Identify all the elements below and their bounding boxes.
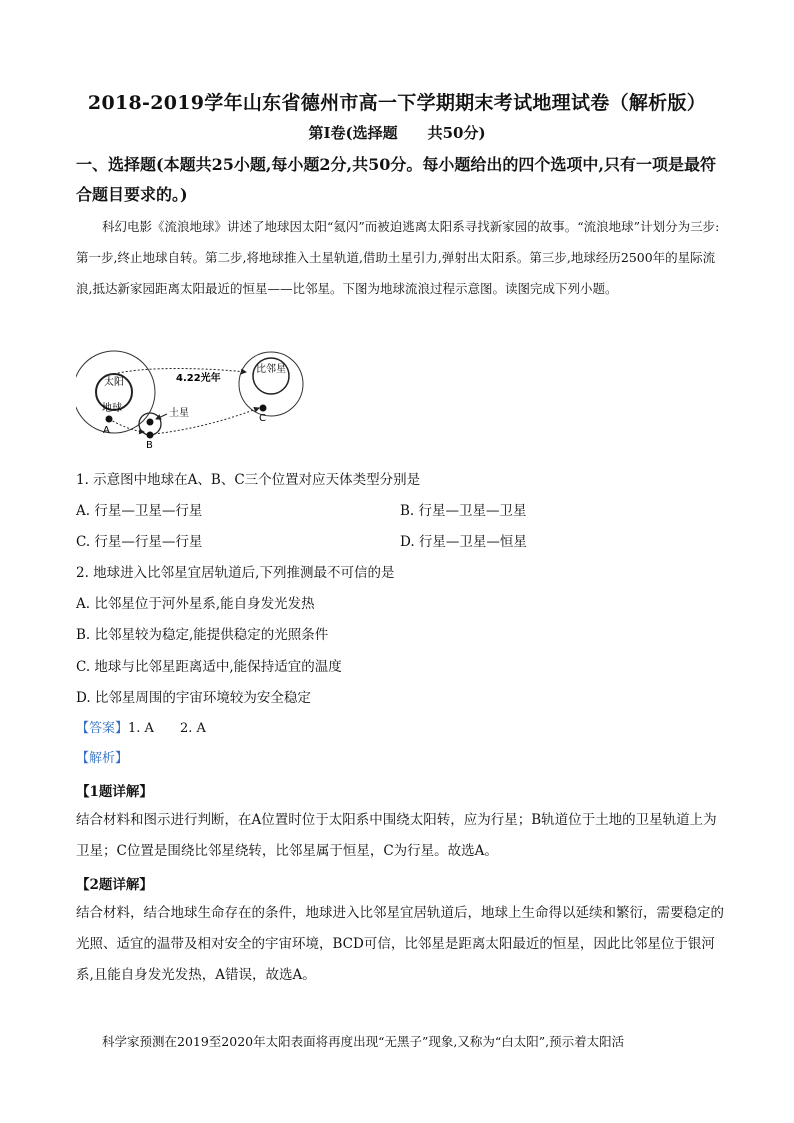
answer-line — [76, 717, 206, 736]
point-c-dot — [260, 405, 267, 412]
q2-option-c: C. 地球与比邻星距离适中,能保持适宜的温度 — [76, 659, 342, 675]
point-b-label: B — [146, 440, 153, 450]
q2-option-b: B. 比邻星较为稳定,能提供稳定的光照条件 — [76, 627, 329, 643]
answer-text: 1. A 2. A — [128, 721, 206, 736]
earth-wandering-diagram — [76, 348, 316, 450]
detail-2-heading: 【2题详解】 — [76, 877, 153, 893]
section-heading: 一、选择题(本题共25小题,每小题2分,共50分。每小题给出的四个选项中,只有一项是最符合题目要求的。) — [76, 155, 716, 204]
detail-1-text: 结合材料和图示进行判断，在A位置时位于太阳系中围绕太阳转，应为行星；B轨道位于土地的卫星轨道上为卫星；C位置是围绕比邻星绕转，比邻星属于恒星，C为行星。故选A。 — [76, 812, 717, 859]
sun-label: 太阳 — [104, 377, 124, 388]
q2-option-a: A. 比邻星位于河外星系,能自身发光发热 — [76, 596, 315, 612]
point-c-label: C — [259, 413, 266, 424]
next-paragraph: 科学家预测在2019至2020年太阳表面将再度出现“无黑子”现象,又称为“白太阳”,预示着太阳活 — [102, 1034, 625, 1049]
point-b-dot — [147, 432, 154, 439]
earth-label: 地球 — [102, 403, 122, 414]
q1-option-d: D. 行星—卫星—恒星 — [400, 534, 527, 550]
distance-label: 4.22光年 — [176, 373, 221, 384]
saturn-dot — [147, 419, 154, 426]
q2-option-d: D. 比邻星周围的宇宙环境较为安全稳定 — [76, 690, 311, 706]
analysis-label: 【解析】 — [76, 751, 129, 766]
page-title: 2018-2019学年山东省德州市高一下学期期末考试地理试卷（解析版） — [87, 92, 707, 114]
q1-option-b: B. 行星—卫星—卫星 — [400, 503, 527, 519]
intro-paragraph: 科幻电影《流浪地球》讲述了地球因太阳“氦闪”而被迫逃离太阳系寻找新家园的故事。“流浪地球”计划分为三步:第一步,终止地球自转。第二步,将地球推入土星轨道,借助土星引力,弹射出太阳系。第三步,地球经历2500年的星际流浪,抵达新家园距离太阳最近的恒星——比邻星。下图为地球流浪过程示意图。读图完成下列小题。 — [76, 219, 720, 296]
proxima-label: 比邻星 — [256, 364, 286, 375]
question-1-stem: 1. 示意图中地球在A、B、C三个位置对应天体类型分别是 — [76, 472, 421, 488]
point-a-label: A — [103, 425, 110, 436]
q1-option-a: A. 行星—卫星—行星 — [76, 503, 203, 519]
question-2-stem: 2. 地球进入比邻星宜居轨道后,下列推测最不可信的是 — [76, 565, 395, 581]
answer-label: 【答案】 — [76, 721, 129, 736]
earth-orbit — [76, 351, 155, 433]
detail-2-text: 结合材料，结合地球生命存在的条件，地球进入比邻星宜居轨道后，地球上生命得以延续和繁衍，需要稳定的光照、适宜的温带及相对安全的宇宙环境，BCD可信，比邻星是距离太阳最近的恒星，因此比邻星位于银河系,且能自身发光发热，A错误，故选A。 — [76, 905, 724, 983]
proxima-outer-orbit — [239, 352, 303, 416]
detail-1-heading: 【1题详解】 — [76, 784, 153, 800]
part-subtitle: 第Ⅰ卷(选择题 共50分) — [308, 124, 486, 142]
saturn-label: 土星 — [169, 408, 189, 419]
q1-option-c: C. 行星—行星—行星 — [76, 534, 203, 550]
